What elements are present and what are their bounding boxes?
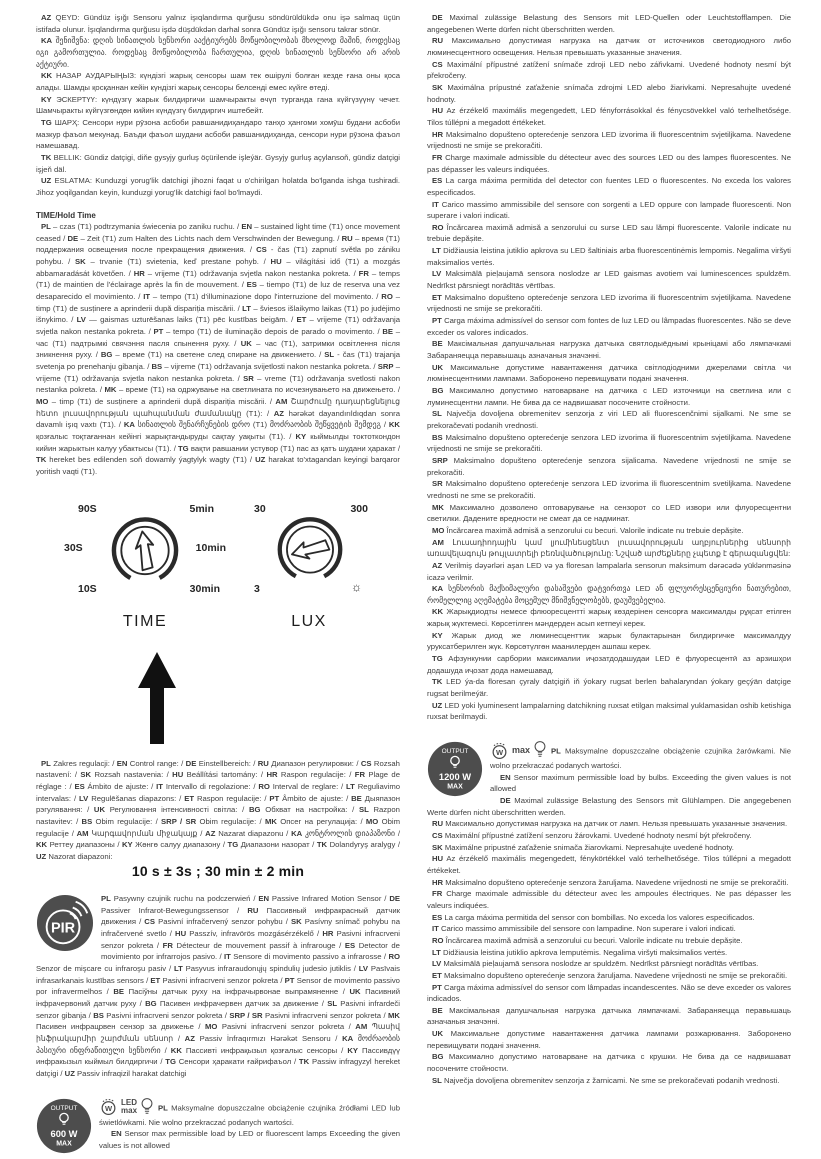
output-1200w-badge: [427, 741, 483, 801]
output-1200w-icon: [427, 741, 483, 797]
led-load-en: EN Sensor max permissible load by LED or fluorescent lamps Exceeding the given values is not allowed: [99, 1129, 400, 1150]
bulb-load-paragraph: BG Максимално допустимо натоварване на датчика с крушки. Не бива да се надвишават посочените стойности.: [427, 1052, 792, 1074]
led-load-paragraph: TG Афзункунии сарбории максималии иҷозатдодашудаи LED ё флуоресцентӣ аз арзишҳои додашуда иҷозат дода намешавад.: [427, 654, 791, 675]
bulb-load-paragraph: CS Maximální přípustné zatížení senzoru žárovkami. Uvedené hodnoty nesmí být překročeny.: [432, 830, 752, 840]
led-load-paragraph: CS Maximální přípustné zatížení snímače zdroji LED nebo zářivkami. Uvedené hodnoty nesmí být překročeny.: [427, 59, 791, 81]
led-load-paragraph: DE Maximal zulässige Belastung des Sensors mit LED-Quellen oder Leuchtstofflampen. Die angegebenen Werte dürfen nicht überschritten werden.: [427, 13, 791, 34]
time-dial-label-90s: 90S: [78, 502, 97, 515]
lux-knob-icon: [274, 512, 346, 590]
bulb-load-paragraph: RO Încărcarea maximă admisă a senzorului cu becuri. Valorile indicate nu trebuie depășite.: [432, 935, 743, 945]
note-paragraph: TG ШАРҲ: Сенсори нури рӯзона асбоби равшанидиҳандаро танҳо ҳангоми хомӯш будани асбоби мазкур фаъол мекунад. Баъди фаъол шудани асбоби равшанидиҳанда, сенсори нури рӯзона фаъол намешавад.: [36, 117, 401, 151]
bulb-load-de: DE Maximal zulässige Belastung des Sensors mit Glühlampen. Die angegebenen Werte dürfen nicht überschritten werden.: [427, 796, 791, 817]
time-dial: [64, 502, 226, 630]
note-paragraph: TK BELLIK: Gündiz datçigi, diňe gysyjy gurluş öçürilende işleýär. Gysyjy gurluş açylansoň, gündiz datçigi işjeň däl.: [36, 152, 401, 174]
svg-text:W: W: [104, 1104, 113, 1114]
control-range-paragraph: PL Zakres regulacji: / EN Control range: / DE Einstellbereich: / RU Диапазон регулировки: / CS Rozsah nastavení: / SK Rozsah nastavenia: / HU Beállítási tartomány: / HR Raspon regulacije: / FR Plage de réglage : / ES Ámbito de ajuste: / IT Intervallo di regolazione: / RO Interval de reglare: / LT Reguliavimo intervalas: / LV Regulēšanas diapazons: / ET Raspon regulacije: / PT Âmbito de ajuste: / BE Дыяпазон рэгулявання: / UK Регулювання інтенсивності світла: / BG Обхват на настройка: / SL Razpon nastavitev: / BS Obim regulacije: / SRP / SR Obim regulacije: / MK Опсег на регулација: / MO Obim regulacije / AM Կարգավորման միջակայք / AZ Nazarat diapazonu / KA კონტროლის დიაპაზონი / KK Реттеу диапазоны / KY Жөнгө салуу диапазону / TG Диапазони назорат / TK Dolandyryş aralygy / UZ Nazorat diapazoni:: [36, 758, 400, 861]
svg-text:MAX: MAX: [56, 1140, 72, 1148]
svg-text:600 W: 600 W: [50, 1128, 78, 1139]
time-dial-label-30s: 30S: [64, 541, 83, 554]
bulb-load-paragraph: LT Didžiausia leistina jutiklio apkrova lemputėmis. Negalima viršyti maksimalios vertės.: [432, 947, 728, 957]
bulb-load-paragraph: SL Največja dovoljena obremenitev senzorja z žarnicami. Ne sme se prekoračevati podanih vrednosti.: [432, 1075, 780, 1085]
lux-dial-label-300: 300: [350, 502, 368, 515]
bulb-icon: [533, 740, 547, 760]
led-load-paragraph: RO Încărcarea maximă admisă a senzorului cu surse LED sau lămpi fluorescente. Valorile indicate nu trebuie depășite.: [427, 222, 791, 244]
led-load-paragraph: HR Maksimalno dopušteno opterećenje senzora LED izvorima ili fluorescentnim svjetiljkama. Navedene vrijednosti ne smije se prekoračiti.: [427, 129, 791, 151]
led-max-label: LED max: [121, 1097, 138, 1115]
led-load-paragraph: MO Încărcarea maximă admisă a senzorului cu becuri. Valorile indicate nu trebuie depășite.: [432, 525, 744, 535]
range-value: 10 s ± 3s ; 30 min ± 2 min: [131, 862, 305, 879]
bulb-load-paragraph: UK Максимальне допустиме навантаження датчика лампами розжарювання. Заборонено перевищувати подані значення.: [427, 1029, 791, 1050]
time-hold-paragraph: PL – czas (T1) podtrzymania świecenia po zaniku ruchu. / EN – sustained light time (T1) once movement ceased / DE – Zeit (T1) zum Halten des Lichts nach dem Verschwinden der Bewegung. / RU – время (T1) поддержания освещения после прекращения движения. / CS - čas (T1) zapnutí světla po zániku pohybu. / SK – trvanie (T1) svietenia, keď prestane pohyb. / HU – világítási idő (T1) a mozgás abbamaradását követően. / HR – vrijeme (T1) održavanja svjetla nakon nestanka pokreta. / FR – temps (T1) de maintien de l'éclairage après la fin de mouvement. / ES – tiempo (T1) de luz de reserva una vez desaparecido el movimiento. / IT – tempo (T1) d'illuminazione dopo l'interruzione del movimento. / RO – timp (T1) de susținere a aprinderii după dispariția miscării. / LT – šviesos išlaikymo laikas (T1) po judėjimo išnykimo. / LV — gaismas uzturēšanas laiks (T1) pēc kustības beigām. / ET – vrijeme (T1) održavanja svjetla nakon nestanka pokreta. / PT – tempo (T1) de iluminação depois de parado o movimento. / BE – час (T1) падтрымкі свячэння пасля спынення руху. / UK – час (T1), затримки освітлення після зникнення руху. / BG – време (T1) на светене след спиране на движението. / SL - čas (T1) trajanja svetenja po prenehanju gibanja. / BS – vijreme (T1) održavanja svijetlosti nakon nestanka pokreta. / SRP – vrijeme (T1) održavanja svjetla nakon nestanka pokreta. / SR – vreme (T1) održavanja svetlosti nakon nestanka pokreta. / MK – време (T1) на одржување на светлината по исчезнувањето на движењето. / MO – timp (T1) de susținere a aprinderii după dispariția miscării. / AM Շարժումը դադարեցնելուց հետո լուսավորության պահպանման ժամանակը (T1): / AZ hərəkət dayandırıldıqdan sonra davamlı işıq vaxtı (T1). / KA სინათლის შენარჩუნების დრო (T1) მოძრაობის შეწყვეტის შემდეგ / KK қозғалыс тоқтағаннан кейінгі жарықтандыруды сақтау уақыты (T1). / KY кыймылды токтоткондон кийин жарыктын калуу убактысы (T1). / TG вақти равшании устувор (T1) пас аз қатъ шудани ҳаракат / TK hereket bes edilenden soň dowamly ýagtylyk wagty (T1) / UZ harakat to'xtagandan keyingi barqaror yoritish vaqti (T1).: [36, 222, 401, 476]
dials-figure: [64, 502, 400, 630]
svg-text:1200 W: 1200 W: [438, 772, 472, 783]
output-600w-badge: [36, 1098, 92, 1158]
led-load-paragraph: SRP Maksimalno dopušteno opterećenje senzora sijalicama. Navedene vrijednosti ne smije se prekoračiti.: [427, 455, 791, 477]
daylight-notes: [36, 12, 400, 199]
led-load-paragraph: KY Жарык диод же люминесценттик жарык булактарынан билдиргичке максималдуу уруксатберилген жүк. Көрсөтүлгөн маанилерден ашпаш керек.: [427, 630, 791, 652]
bulb-load-section: [427, 740, 791, 1086]
time-dial-label-10min: 10min: [195, 541, 226, 554]
led-load-paragraph: FR Charge maximale admissible du détecteur avec des sources LED ou des lampes fluorescentes. Ne pas dépasser les valeurs indiquées.: [427, 152, 791, 174]
note-paragraph: KK НАЗАР АУДАРЫҢЫЗ: күндізгі жарық сенсоры шам тек өшірулі болған кезде ғана оны қоса алады. Шамды қосқаннан кейін күндізгі жарық сенсоры белсенді емес күйге өтеді.: [36, 71, 400, 92]
left-column: [36, 12, 400, 1159]
led-load-paragraph: BG Максимално допустимо натоварване на датчика с LED източници на светлина или с луминесцентни лампи. Не бива да се надвишават посочените стойности.: [427, 386, 791, 407]
note-paragraph: KA შენიშვნა: დღის სინათლის სენსორი ააქტიურებს მოწყობილობას მხოლოდ მაშინ, როდესაც იგი გამორთულია. როდესაც მოწყობილობა ჩართულია, დღის სინათლის სენსორი არ არის აქტიური.: [36, 36, 400, 69]
pir-paragraph: PL Pasywny czujnik ruchu na podczerwień / EN Passive Infrared Motion Sensor / DE Passiver Infrarot-Bewegungssensor / RU Пассивный инфракрасный датчик движения / CS Pasivní infračervený senzor pohybu / SK Pasívny snímač pohybu na infračervené svetlo / HU Passzív, infravörös mozgásérzékelő / HR Pasivni infracrveni senzor pokreta / FR Détecteur de mouvement passif à infrarouge / ES Detector de movimiento por infrarrojos pasivo. / IT Sensore di movimento passivo a infrarosse / RO Senzor de mişcare cu infraroşu pasiv / LT Pasyvus infraraudonųjų spindulių judesio jutiklis / LV Pasīvais infrasarkanais kustības sensors / ET Pasivni infracrveni senzor pokreta / PT Sensor de movimento passivo por infravermelhos / BE Пасіўны датчык руху на інфрачырвонае выпрамяненне / UK Пасивний інфрачервоний датчик руху / BG Пасивен инфрачервен датчик за движение / SL Pasivni infrardeči senzor gibanja / BS Pasivni infracrveni senzor pokreta / SRP / SR Pasivni infracrveni senzor pokreta / MK Пасивен инфрацрвен сензор за движење / MO Pasivni infracrveni senzor pokreta / AM Պասիվ ինֆրակարմիր շարժման սենսոր / AZ Passiv İnfraqırmızı Hərəkət Sensoru / KA მოძრაობის პასიური ინფრაწითელი სენსორი / KK Пассивті инфрақызыл қозғалыс сенсоры / KY Пассивдүү инфракызыл кыймыл билдиргичи / TG Сенсори ҳаракати ғайрифаъол / TK Passiw infragyzyl hereket datçigi / UZ Passiv infraqizil harakat datchigi: [36, 894, 401, 1078]
bulb-load-paragraph: LV Maksimālā pieļaujamā sensora noslodze ar spuldzēm. Nedrīkst pārsniegt norādītās vērtības.: [432, 959, 759, 969]
led-load-paragraph: SL Največja dovoljena obremenitev senzorja z viri LED ali fluorescenčnimi sijalkami. Ne sme se prekoračevati podanih vrednosti.: [427, 409, 791, 430]
time-dial-label-10s: 10S: [78, 582, 97, 595]
bulb-load-paragraph: ES La carga máxima permitida del sensor con bombillas. No exceda los valores especificados.: [432, 912, 755, 922]
led-load-paragraph: RU Максимально допустимая нагрузка на датчик от источников светодиодного либо люминесцентного освещения. Нельзя превышать указанные значения.: [427, 36, 791, 57]
bulb-load-paragraph: RU Максимально допустимая нагрузка на датчик от ламп. Нельзя превышать указанные значения.: [432, 819, 788, 829]
bulb-load-paragraphs: [427, 818, 791, 1086]
led-load-paragraph: BS Maksimalno dopušteno opterećenje senzora LED izvorima ili fluorescentnim svjetiljkama. Navedene vrijednosti ne smije se prekoračiti.: [427, 432, 791, 454]
bulb-load-paragraph: HU Az érzékelő maximális megengedett, fénykörtékkel való terhelhetősége. Tilos túllépni a megadott értékeket.: [427, 854, 791, 875]
bulb-load-paragraph: IT Carico massimo ammissibile del sensore con lampadine. Non superare i valori indicati.: [432, 924, 736, 934]
led-load-paragraph: AZ Verilmiş dəyərləri aşan LED və ya floresan lampalarla sensorun maksimum dərəcədə yüklənməsinə icazə verilmir.: [427, 560, 792, 582]
bulb-load-paragraph: FR Charge maximale admissible du détecteur avec les ampoules électriques. Ne pas dépasser les valeurs indiquées.: [427, 889, 791, 910]
led-load-paragraph: KA სენსორის მაქსიმალური დასაშვები დატვირთვა LED ან ფლუორესცენციური ნათურებით, რომელლიც აღემატება მოცემულ მნიშვნელობებს, დაუშვებელია.: [427, 584, 792, 605]
note-paragraph: UZ ESLATMA: Kunduzgi yorug'lik datchigi jihozni faqat u o'chirilgan holatda bo'lganda ishga tushiradi. Jihoz yoqilgandan keyin, kunduzgi yorug'lik datchigi faol bo'lmaydi.: [36, 176, 400, 197]
led-load-paragraphs: [427, 12, 791, 723]
led-load-paragraph: MK Максимално дозволено оптоварување на сензорот со LED извори или флуоресцентни светилки. Дадените вредности не смеат да се надминат.: [427, 502, 791, 524]
bulb-load-paragraph: ET Maksimalno dopušteno opterećenje senzora žaruljama. Navedene vrijednosti ne smije se prekoračiti.: [432, 970, 788, 980]
svg-text:OUTPUT: OUTPUT: [441, 748, 469, 756]
led-load-paragraph: AM Լուսադիոդային կամ լյումինեսցենտ լուսավորության աղբյուրներից սենսորի առավելագույն թույլատրելի բեռնվածությունը: Նշված արժեքները չպետք է գերազանցվեն:: [427, 537, 791, 559]
svg-text:W: W: [495, 747, 504, 757]
led-load-paragraph: HU Az érzékelő maximális megengedett, LED fényforrásokkal és fénycsövekkel való terhelhetősége. Tilos túllépni a megadott értékeket.: [427, 106, 791, 127]
led-load-paragraph: IT Carico massimo ammissibile del sensore con sorgenti a LED oppure con lampade fluorescenti. Non superare i valori indicati.: [427, 199, 791, 221]
svg-text:PIR: PIR: [50, 920, 76, 937]
lux-caption: LUX: [291, 612, 327, 630]
note-paragraph: KY ЭСКЕРТҮҮ: күндүзгү жарык билдиргичи шамчыракты өчүп турганда гана күйгүзүүнү чечет. Шамчыракты күйгүзгөндөн кийин күндүзгү билдиргич иштебейт.: [36, 94, 401, 116]
bulb-load-pl: W max PL Maksymalne dopuszczalne obciążenie czujnika żarówkami. Nie wolno przekraczać podanych wartości.: [427, 740, 791, 772]
bulb-load-paragraph: SK Maximálne pripustné zaťaženie snimača žiarovkami. Nepresahujte uvedené hodnoty.: [432, 842, 734, 852]
lux-dial: [248, 502, 370, 630]
sun-icon: ☼: [351, 579, 362, 594]
up-arrow-icon: [138, 652, 176, 744]
bulb-load-paragraph: HR Maksimalno dopušteno opterećenje senzora žaruljama. Navedene vrijednosti ne smije se prekoračiti.: [432, 877, 789, 887]
led-load-section: [36, 1097, 400, 1152]
pir-section: [36, 893, 400, 1080]
lux-dial-label-30: 30: [254, 502, 266, 515]
time-knob-icon: [108, 512, 182, 592]
lux-dial-label-3: 3: [254, 582, 260, 595]
led-load-paragraph: PT Carga máxima admissível do sensor com fontes de luz LED ou lâmpadas fluorescentes. Não se deve exceder os valores indicados.: [427, 316, 791, 337]
bulb-load-paragraph: BE Максімальная дапушчальная нагрузка датчыка лямпачкамі. Забараняецца перавышаць азначаныя значэнні.: [427, 1005, 791, 1027]
time-caption: TIME: [122, 612, 168, 630]
time-dial-label-30min: 30min: [189, 582, 220, 595]
bulb-max-icons: [490, 740, 547, 760]
led-load-paragraph: SR Maksimalno dopušteno opterećenje senzora LED izvorima ili fluorescentnim svetiljkama. Navedene vrednosti ne sme se prekoračiti.: [427, 479, 791, 500]
led-load-paragraph: LV Maksimālā pieļaujamā sensora noslodze ar LED gaismas avotiem vai luminescences spuldzēm. Nedrīkst pārsniegt norādītās vērtības.: [427, 269, 791, 291]
note-paragraph: AZ QEYD: Gündüz işığı Sensoru yalnız işıqlandırma qurğusu söndürüldükdə onu işə salmaq üçün istifadə olunur. İşıqlandırma qurğusu işdə düşdükdən darhal sonra Gündüz işığı sensoru takrar sönür.: [36, 13, 400, 34]
right-column: [427, 12, 791, 1159]
max-label: max: [512, 745, 531, 756]
led-load-paragraph: ES La carga máxima permitida del detector con fuentes LED o fluorescentes. No exceda los valores especificados.: [427, 176, 792, 197]
led-max-icons: [99, 1097, 154, 1117]
watt-icon: [99, 1097, 118, 1116]
pir-icon: [36, 894, 94, 952]
led-load-paragraph: BE Максімальная дапушчальная нагрузка датчыка святлодыёднымі крыніцамі або лямпачкамі Забараняецца перавышаць азначаныя значэнні.: [427, 339, 791, 361]
led-load-paragraph: KK Жарықдиодты немесе флюоресцентті жарық көздерінен сенсорға максималды рұқсат етілген жарық жүктемесі. Көрсетілген мәндерден асып кетпеуі керек.: [427, 607, 791, 629]
bulb-load-en: EN Sensor maximum permissible load by bulbs. Exceeding the given values is not allowed: [490, 772, 792, 794]
time-dial-label-5min: 5min: [189, 502, 214, 515]
led-load-paragraph: ET Maksimalno dopušteno opterećenje senzora LED izvorima ili fluorescentnim svjetiljkama. Navedene vrijednosti ne smije se prekoračiti.: [427, 292, 791, 314]
time-hold-heading: TIME/Hold Time: [36, 210, 96, 220]
svg-text:MAX: MAX: [447, 783, 463, 791]
led-load-paragraph: UZ LED yoki lyuminesent lampalarning datchikning ruxsat etilgan maksimal yuklamasidan oshib ketishiga ruxsat berilmaydi.: [427, 700, 792, 722]
svg-text:OUTPUT: OUTPUT: [50, 1104, 78, 1112]
led-load-paragraph: LT Didžiausia leistina jutiklio apkrova su LED šaltiniais arba fluorescentinėmis lempomis. Negalima viršyti maksimalios vertės.: [427, 246, 791, 267]
output-600w-icon: [36, 1098, 92, 1154]
bulb-icon: [140, 1097, 154, 1117]
led-load-pl-en: W LED max PL Maksymalne dopuszczalne obciążenie czujnika źródłami LED lub świetlówkami. Nie wolno przekraczać podanych wartości.: [99, 1097, 400, 1127]
led-load-paragraph: UK Максимальне допустиме навантаження датчика світлодіодними джерелами світла чи люмінесцентними лампами. Заборонено перевищувати подані значення.: [427, 362, 791, 384]
bulb-load-paragraph: PT Carga máxima admissível do sensor com lâmpadas incandescentes. Não se deve exceder os valores indicados.: [427, 982, 791, 1004]
led-load-paragraph: TK LED ýa-da floresan çyraly datçigiň iň ýokary rugsat berlen bahalaryndan ýokary geçýän datçige rugsat berilmeýär.: [427, 677, 791, 699]
led-load-paragraph: SK Maximálna prípustné zaťaženie snímača zdrojmi LED alebo žiarivkami. Nepresahujte uvedené hodnoty.: [427, 82, 791, 104]
pir-badge: [36, 894, 94, 956]
watt-icon: [490, 741, 509, 760]
